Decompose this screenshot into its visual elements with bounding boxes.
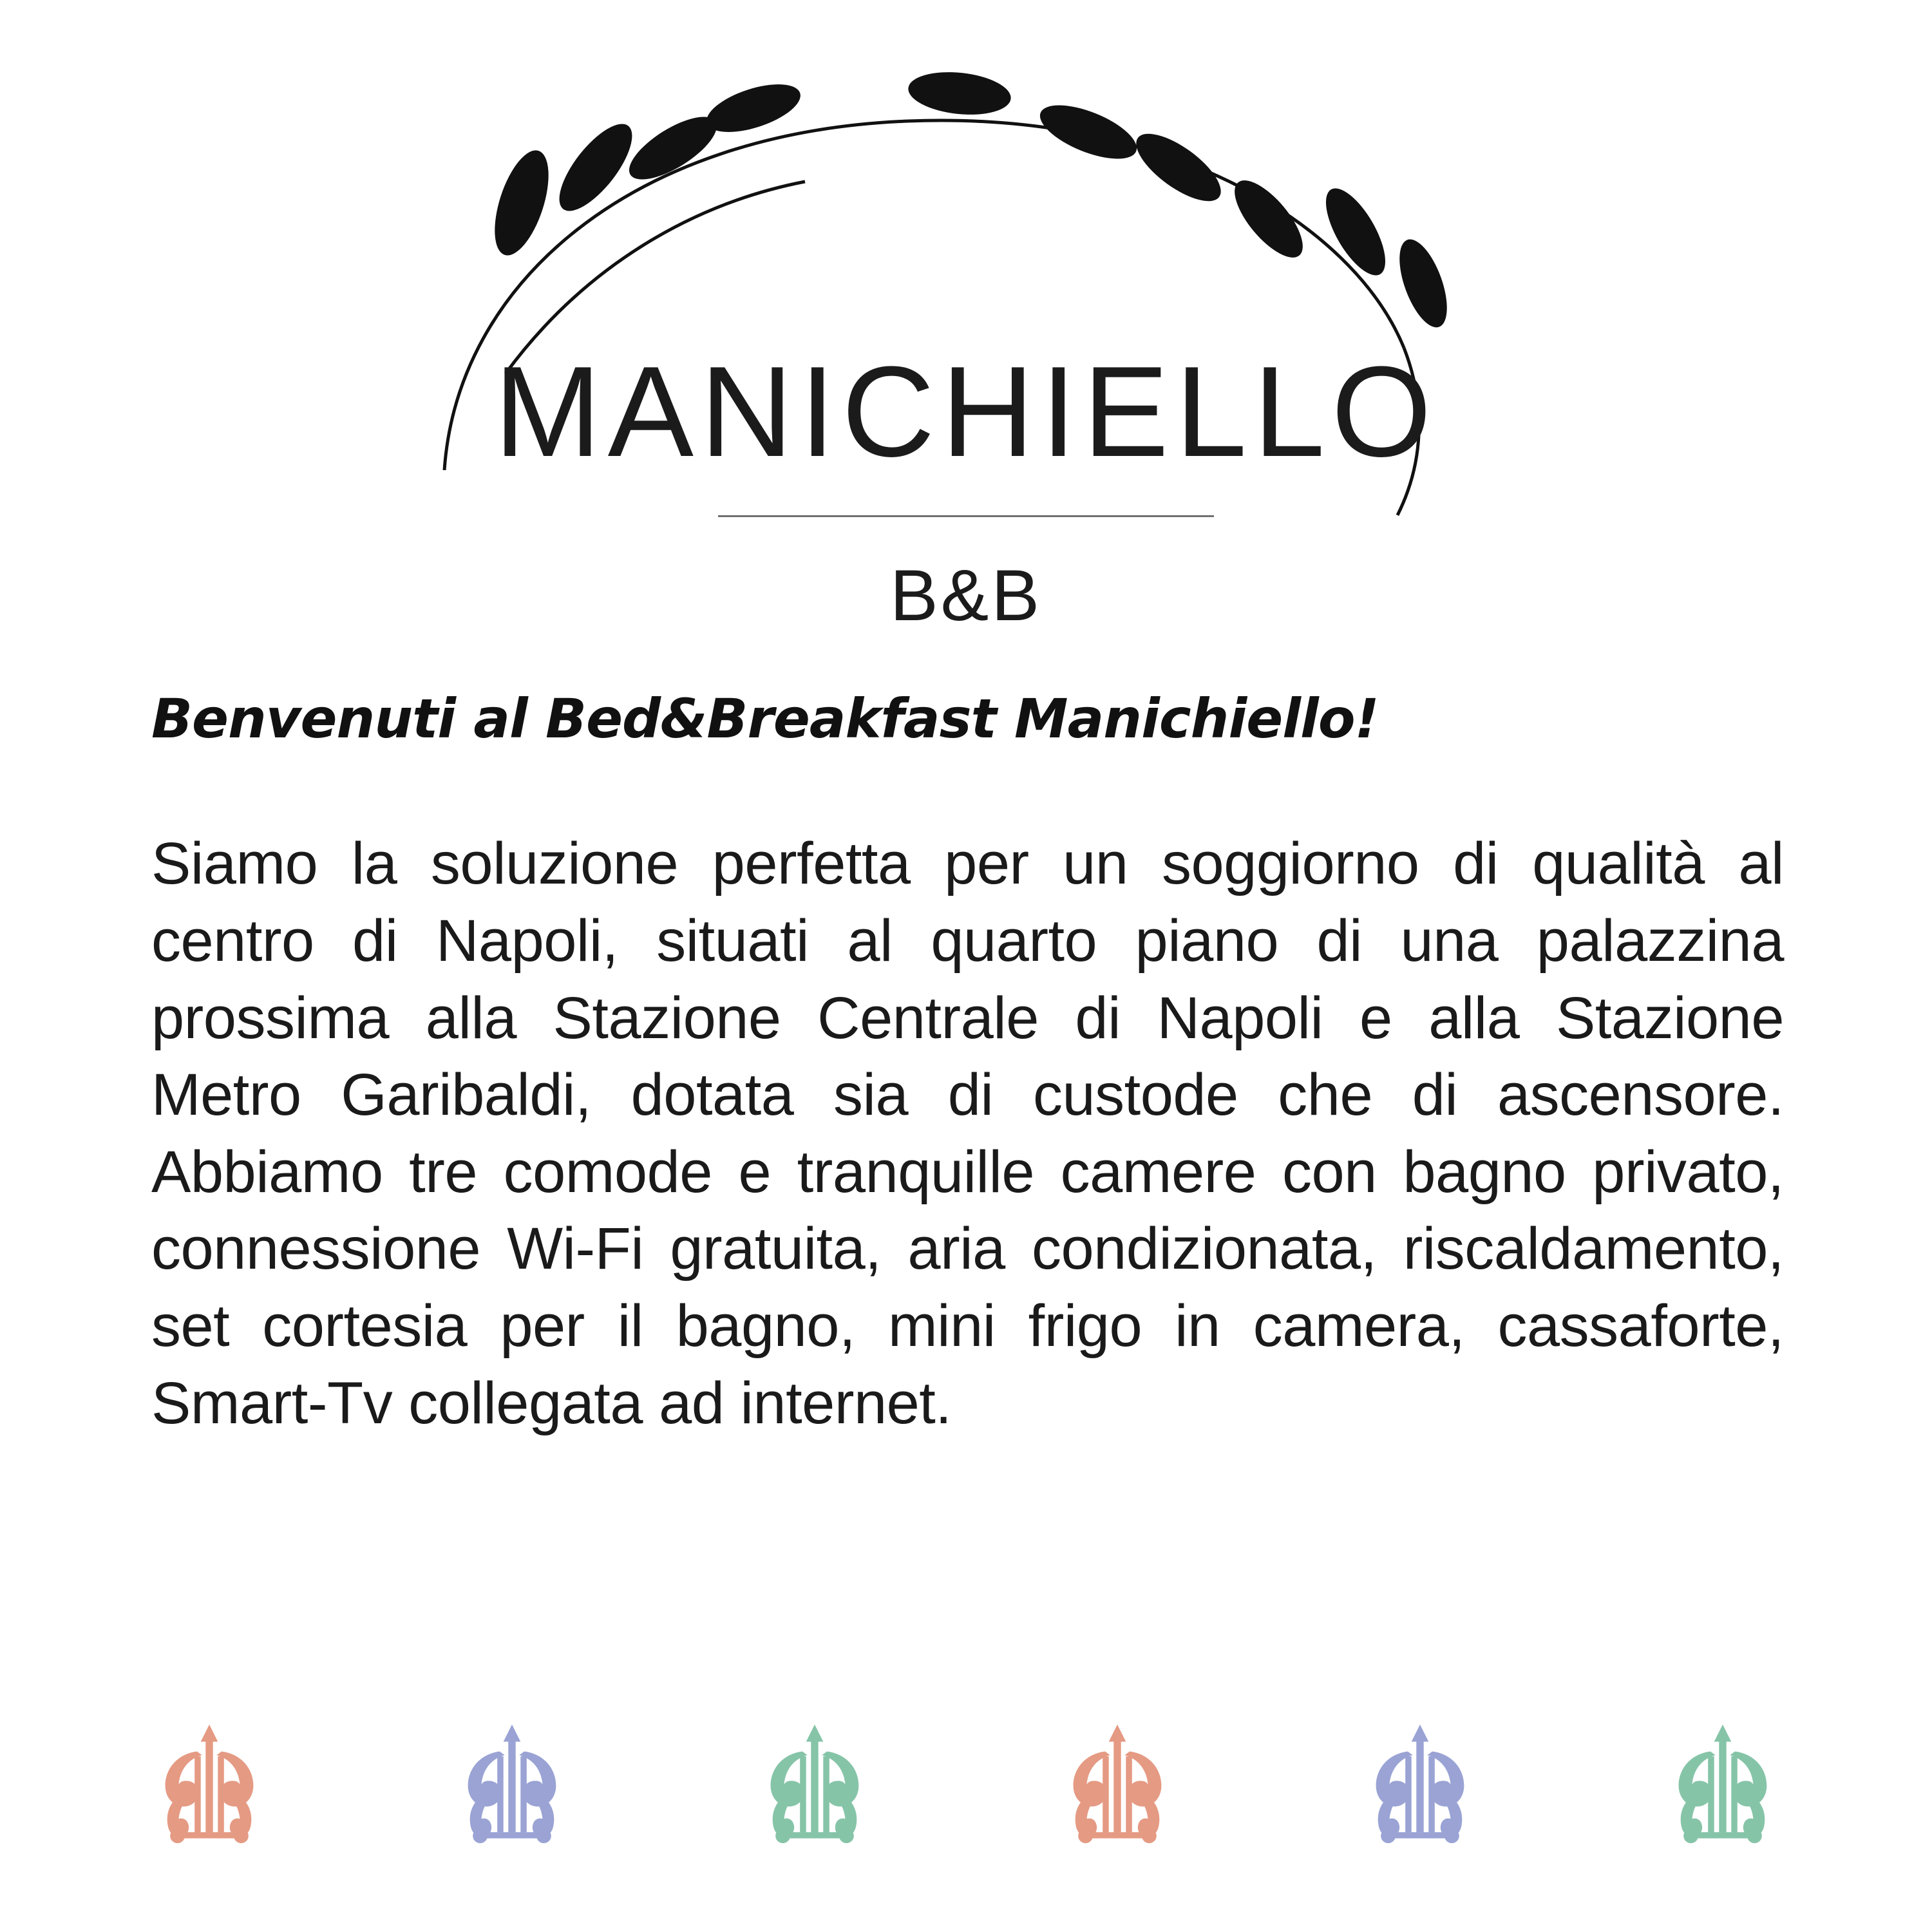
description-paragraph: Siamo la soluzione perfetta per un soggiorno di qualità al centro di Napoli, situati al quarto piano di una palazzina prossima alla Stazione Centrale di Napoli e alla Stazione Metro Garibaldi, dotata sia di custode che di ascensore. Abbiamo tre comode e tranquille camere con bagno privato, connessione Wi-Fi gratuita, aria condizionata, riscaldamento, set cortesia per il bagno, mini frigo in camera, cassaforte, Smart-Tv collegata ad internet. — [151, 831, 1784, 1436]
fleuron-ornament-icon — [1359, 1719, 1481, 1848]
fleuron-ornament-icon — [1056, 1719, 1179, 1848]
brand-logo — [0, 0, 1932, 650]
page-title: Benvenuti al Bed&Breakfast Manichiello! — [151, 687, 1379, 750]
brand-subtitle: B&B — [889, 555, 1043, 636]
ornament-row — [0, 1719, 1932, 1848]
fleuron-ornament-icon — [1662, 1719, 1784, 1848]
fleuron-ornament-icon — [148, 1719, 270, 1848]
brand-name: MANICHIELLO — [494, 340, 1438, 484]
content-area — [0, 689, 1932, 1442]
fleuron-ornament-icon — [753, 1719, 876, 1848]
olive-branch-icon — [419, 71, 1513, 547]
brand-divider — [718, 515, 1214, 517]
fleuron-ornament-icon — [451, 1719, 573, 1848]
